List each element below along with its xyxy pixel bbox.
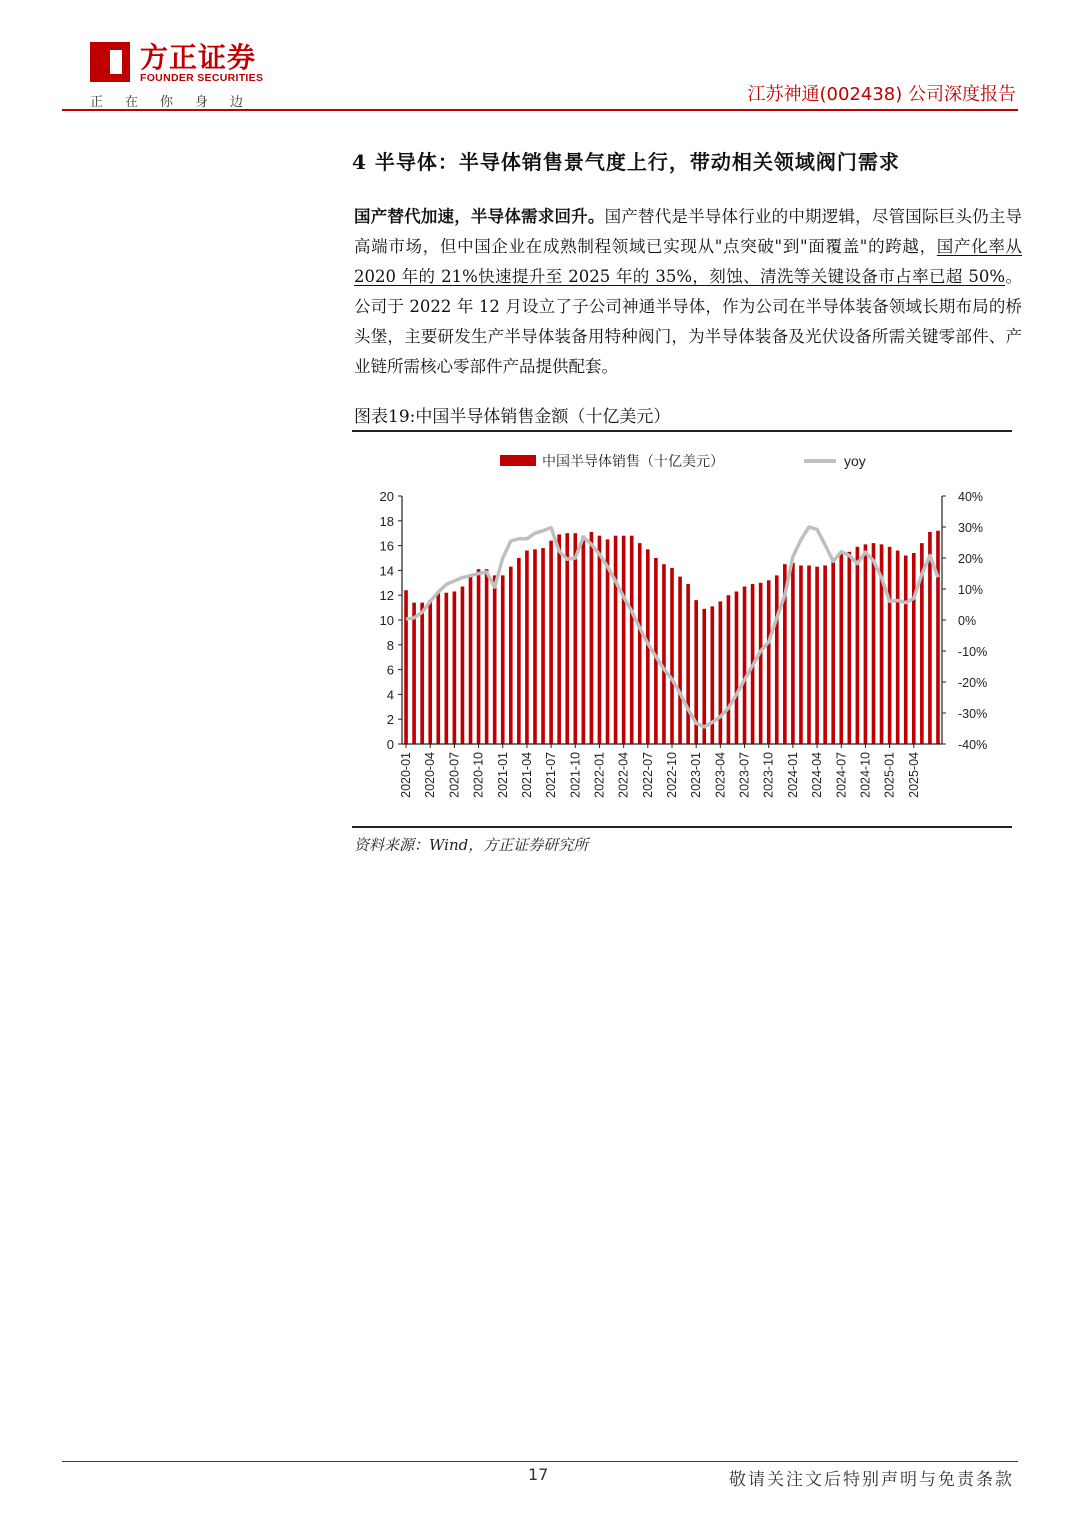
paragraph-lead: 国产替代加速，半导体需求回升。 — [354, 207, 605, 226]
x-tick-label: 2024-04 — [810, 752, 825, 798]
sales-bar — [823, 565, 827, 744]
x-tick-label: 2020-10 — [471, 752, 486, 798]
sales-bar — [791, 563, 795, 744]
right-tick-label: 40% — [958, 490, 984, 504]
left-tick-label: 16 — [379, 538, 394, 554]
sales-bar — [404, 590, 408, 744]
left-tick-label: 20 — [379, 489, 394, 504]
right-tick-label: 20% — [958, 552, 984, 566]
x-tick-label: 2025-04 — [906, 752, 921, 798]
x-tick-label: 2024-10 — [858, 752, 873, 798]
sales-bar — [839, 553, 843, 744]
sales-bar — [501, 575, 505, 744]
x-tick-label: 2023-07 — [737, 752, 752, 798]
sales-bar — [759, 583, 763, 744]
left-tick-label: 2 — [386, 712, 394, 728]
sales-bar — [412, 603, 416, 744]
sales-bar — [549, 541, 553, 744]
sales-bar — [493, 575, 497, 744]
sales-bar — [775, 575, 779, 744]
sales-bar — [541, 548, 545, 744]
left-tick-label: 4 — [386, 687, 394, 703]
sales-bar — [436, 593, 440, 744]
sales-bar — [420, 603, 424, 744]
x-tick-label: 2021-04 — [519, 752, 534, 798]
sales-bar — [517, 558, 521, 744]
sales-bar — [654, 558, 658, 744]
figure-source: 资料来源：Wind，方正证券研究所 — [354, 836, 589, 854]
x-tick-label: 2020-01 — [399, 752, 414, 798]
legend-line-label: yoy — [844, 453, 866, 469]
left-tick-label: 8 — [386, 637, 394, 653]
sales-bar — [864, 544, 868, 744]
sales-bar — [799, 565, 803, 744]
x-tick-label: 2020-07 — [447, 752, 462, 798]
body-paragraph — [354, 202, 1022, 382]
slogan: 正在你身边 — [90, 95, 266, 110]
sales-bar — [477, 569, 481, 744]
left-tick-label: 6 — [386, 662, 394, 678]
figure-title: 图表19:中国半导体销售金额（十亿美元） — [354, 407, 671, 427]
sales-bar — [445, 593, 449, 744]
paragraph-underlined-text: 国产化率从 2020 年的 21%快速提升至 2025 年的 35%，刻蚀、清洗等关键设备市占率已超 50% — [354, 237, 1023, 286]
sales-bar — [888, 547, 892, 744]
x-tick-label: 2022-10 — [665, 752, 679, 798]
x-tick-label: 2023-01 — [689, 752, 704, 798]
sales-bar — [630, 536, 634, 744]
sales-bar — [485, 569, 489, 744]
sales-bar — [662, 564, 666, 744]
sales-bar — [469, 574, 473, 744]
sales-bar — [719, 601, 723, 744]
figure-bottom-rule — [352, 826, 1012, 828]
x-tick-label: 2021-07 — [544, 752, 559, 798]
right-tick-label: 10% — [958, 583, 984, 597]
sales-bar — [453, 591, 457, 744]
paragraph-text-1: 国产替代是半导体行业的中期逻辑，尽管国际巨头仍主导高端市场，但中国企业在成熟制程领域已实现从"点突破"到"面覆盖"的跨越， — [354, 207, 1023, 256]
founder-logo-icon — [88, 40, 132, 84]
x-tick-label: 2022-07 — [640, 752, 655, 798]
right-tick-label: -40% — [958, 738, 988, 752]
logo-english-name: FOUNDER SECURITIES — [140, 72, 264, 84]
sales-bar — [622, 536, 626, 744]
sales-bar — [815, 567, 819, 744]
header-divider — [62, 109, 1018, 111]
legend-bar-label: 中国半导体销售（十亿美元） — [542, 454, 724, 470]
left-tick-label: 14 — [379, 563, 394, 579]
sales-bar — [533, 549, 537, 744]
x-tick-label: 2023-10 — [761, 752, 776, 798]
right-tick-label: -20% — [958, 676, 988, 690]
sales-bar — [461, 587, 465, 744]
sales-bar — [509, 567, 513, 744]
sales-bar — [767, 580, 771, 744]
sales-bar — [872, 543, 876, 744]
sales-bar — [912, 553, 916, 744]
sales-bar — [598, 536, 602, 744]
sales-bar — [896, 551, 900, 744]
x-tick-label: 2022-01 — [592, 752, 607, 798]
right-tick-label: -10% — [958, 645, 988, 659]
x-tick-label: 2022-04 — [616, 752, 631, 798]
sales-bar — [590, 532, 594, 744]
sales-bar — [735, 591, 739, 744]
sales-bar — [614, 536, 618, 744]
legend-bar-swatch — [500, 455, 536, 466]
x-tick-label: 2024-07 — [834, 752, 849, 798]
x-tick-label: 2023-04 — [713, 752, 728, 798]
sales-bar — [525, 551, 529, 744]
left-tick-label: 12 — [379, 588, 394, 604]
sales-bar — [702, 609, 706, 744]
right-tick-label: -30% — [958, 707, 988, 721]
sales-bar — [807, 565, 811, 744]
sales-bar — [670, 568, 674, 744]
sales-bar — [856, 547, 860, 744]
semiconductor-sales-chart — [352, 436, 1012, 824]
x-tick-label: 2024-01 — [785, 752, 800, 798]
x-tick-label: 2021-01 — [495, 752, 510, 798]
footer-divider — [62, 1461, 1018, 1462]
sales-bar — [936, 531, 940, 744]
disclaimer-text: 敬请关注文后特别声明与免责条款 — [729, 1470, 1014, 1490]
right-tick-label: 30% — [958, 521, 984, 535]
left-tick-label: 0 — [386, 737, 394, 752]
sales-bar — [428, 600, 432, 744]
sales-bar — [565, 533, 569, 744]
report-label: 江苏神通(002438) 公司深度报告 — [747, 84, 1016, 105]
left-tick-label: 10 — [379, 613, 394, 628]
logo-chinese-name: 方正证券 — [140, 41, 257, 74]
page-number: 17 — [528, 1465, 549, 1484]
sales-bar — [582, 536, 586, 744]
left-tick-label: 18 — [379, 513, 394, 529]
section-title: 4 半导体：半导体销售景气度上行，带动相关领域阀门需求 — [352, 150, 900, 174]
right-tick-label: 0% — [958, 614, 977, 628]
sales-bar — [743, 587, 747, 744]
sales-bar — [573, 533, 577, 744]
sales-bar — [727, 595, 731, 744]
x-tick-label: 2021-10 — [568, 752, 583, 798]
sales-bar — [848, 552, 852, 744]
x-tick-label: 2020-04 — [423, 752, 438, 798]
paragraph-text-2: 。公司于 2022 年 12 月设立了子公司神通半导体，作为公司在半导体装备领域长期布局的桥头堡，主要研发生产半导体装备用特种阀门，为半导体装备及光伏设备所需关键零部件、产业链所需核心零部件产品提供配套。 — [354, 267, 1022, 376]
x-tick-label: 2025-01 — [882, 752, 897, 798]
chart-legend — [500, 453, 866, 470]
sales-bar — [638, 543, 642, 744]
sales-bar — [831, 559, 835, 744]
figure-top-rule — [352, 430, 1012, 432]
sales-bar — [904, 556, 908, 744]
sales-bar — [678, 577, 682, 744]
sales-bar — [557, 534, 561, 744]
sales-bar — [686, 584, 690, 744]
